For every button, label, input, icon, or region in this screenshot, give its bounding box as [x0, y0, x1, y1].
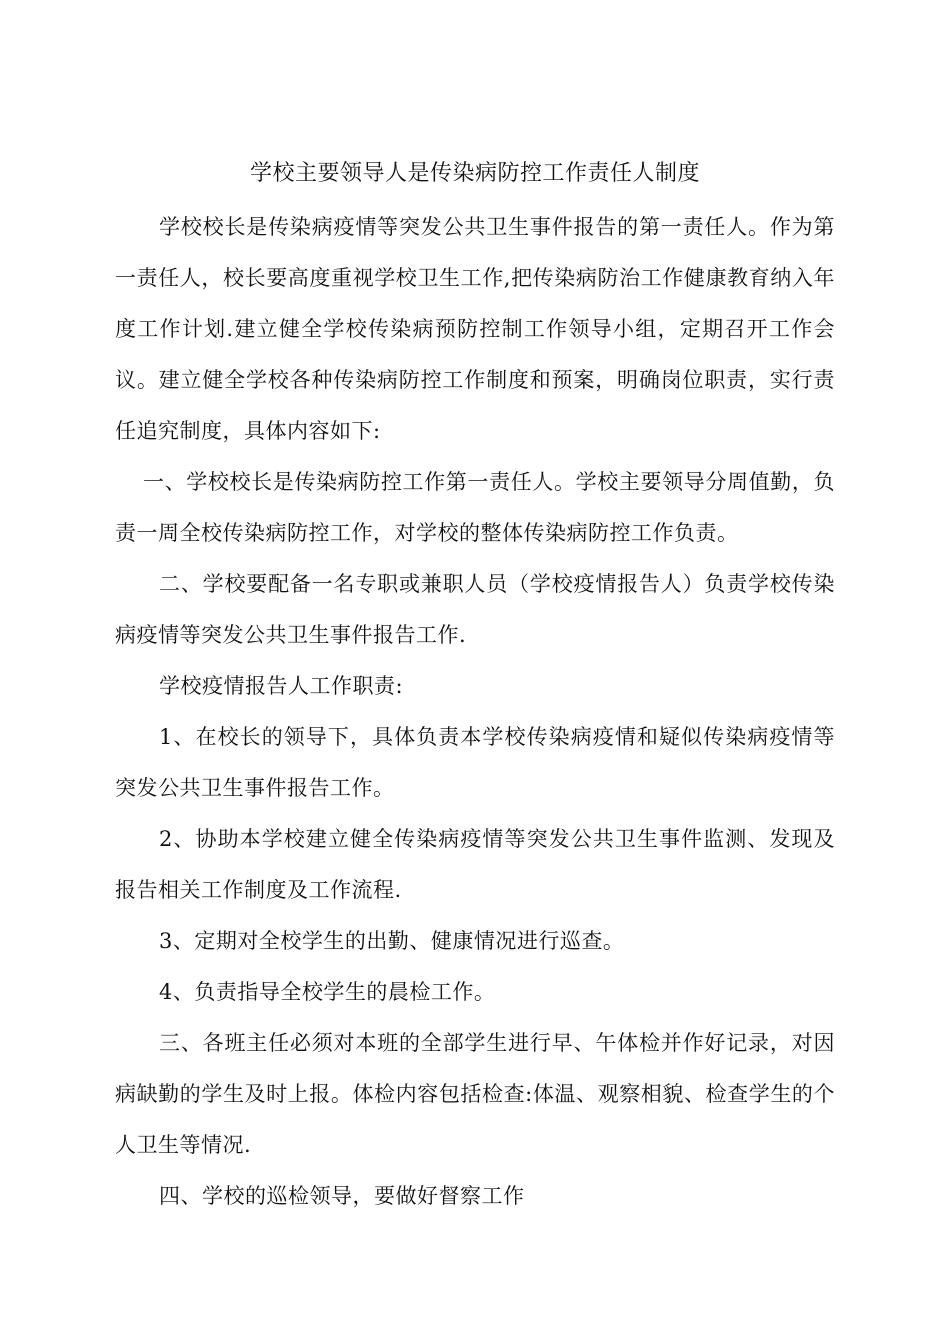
paragraph-duty-3: 3、定期对全校学生的出勤、健康情况进行巡查。	[159, 929, 625, 953]
paragraph-item-4: 四、学校的巡检领导，要做好督察工作	[159, 1184, 525, 1208]
paragraph-duty-4: 4、负责指导全校学生的晨检工作。	[159, 980, 496, 1004]
paragraph-item-3: 三、各班主任必须对本班的全部学生进行早、午体检并作好记录，对因病缺勤的学生及时上报。体检内容包括检查:体温、观察相貌、检查学生的个人卫生等情况.	[115, 1031, 835, 1157]
document-body	[115, 202, 835, 1222]
document-title: 学校主要领导人是传染病防控工作责任人制度	[249, 161, 700, 186]
paragraph-duty-1: 1、在校长的领导下，具体负责本学校传染病疫情和疑似传染病疫情等突发公共卫生事件报告工作。	[115, 725, 835, 800]
paragraph-duty-2: 2、协助本学校建立健全传染病疫情等突发公共卫生事件监测、发现及报告相关工作制度及工作流程.	[115, 827, 835, 902]
paragraph-item-1: 一、学校校长是传染病防控工作第一责任人。学校主要领导分周值勤，负责一周全校传染病防控工作，对学校的整体传染病防控工作负责。	[115, 470, 835, 545]
paragraph-duties-heading: 学校疫情报告人工作职责:	[159, 674, 404, 698]
paragraph-item-2: 二、学校要配备一名专职或兼职人员（学校疫情报告人）负责学校传染病疫情等突发公共卫生事件报告工作.	[115, 572, 835, 647]
paragraph-intro: 学校校长是传染病疫情等突发公共卫生事件报告的第一责任人。作为第一责任人，校长要高度重视学校卫生工作,把传染病防治工作健康教育纳入年度工作计划.建立健全学校传染病预防控制工作领导小组，定期召开工作会议。建立健全学校各种传染病防控工作制度和预案，明确岗位职责，实行责任追究制度，具体内容如下:	[115, 215, 835, 443]
